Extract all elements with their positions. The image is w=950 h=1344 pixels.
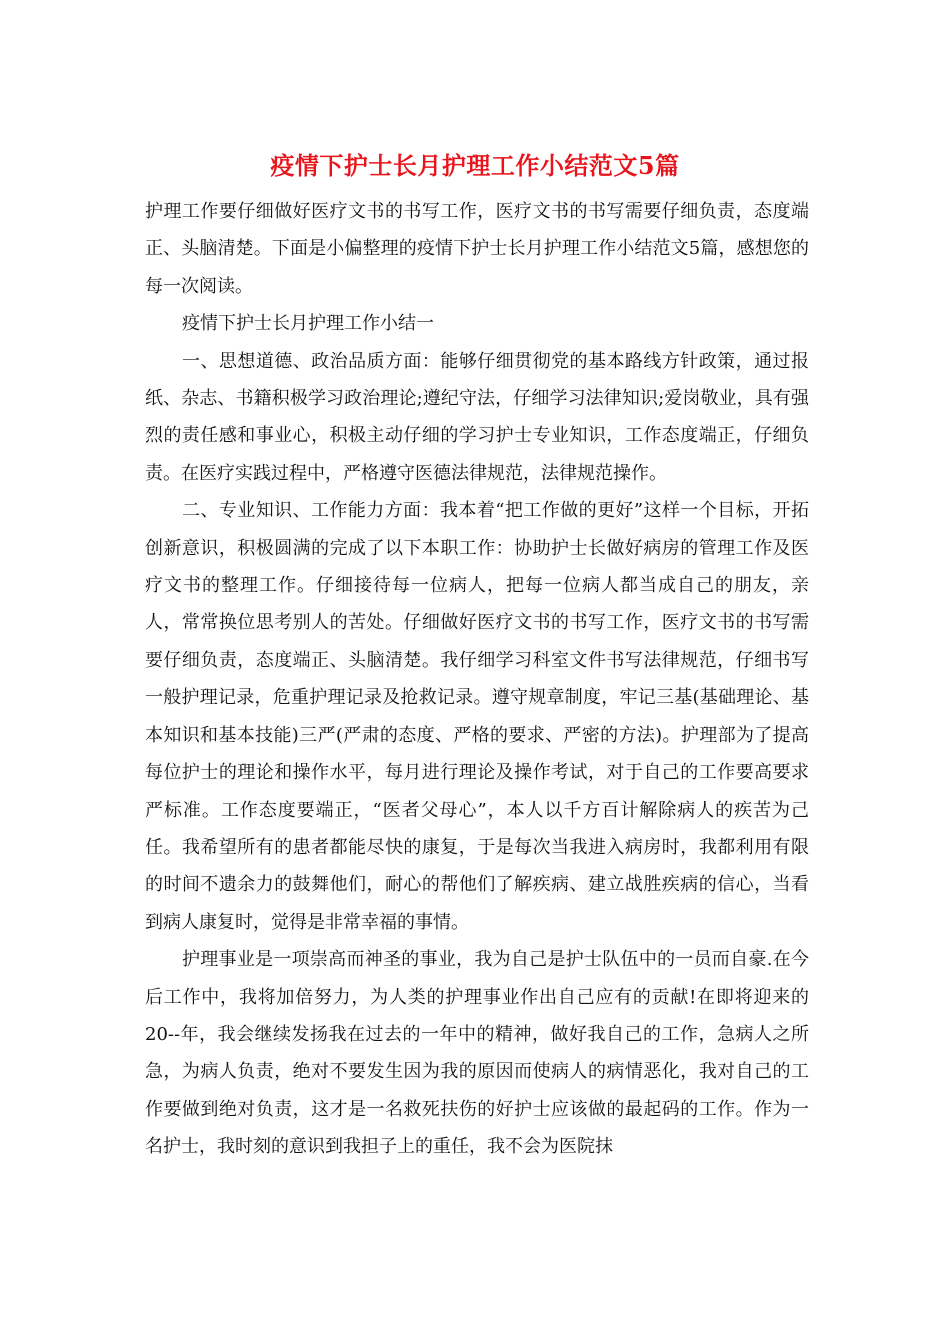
document-title: 疫情下护士长月护理工作小结范文5篇 <box>270 151 680 180</box>
body-paragraph: 护理事业是一项崇高而神圣的事业，我为自己是护士队伍中的一员而自豪.在今后工作中，我将加倍努力，为人类的护理事业作出自己应有的贡献!在即将迎来的20--年，我会继续发扬我在过去的一年中的精神，做好我自己的工作，急病人之所急，为病人负责，绝对不要发生因为我的原因而使病人的病情恶化，我对自己的工作要做到绝对负责，这才是一名救死扶伤的好护士应该做的最起码的工作。作为一名护士，我时刻的意识到我担子上的重任，我不会为医院抹 <box>145 949 809 1158</box>
body-paragraph: 二、专业知识、工作能力方面：我本着“把工作做的更好”这样一个目标，开拓创新意识，积极圆满的完成了以下本职工作：协助护士长做好病房的管理工作及医疗文书的整理工作。仔细接待每一位病人，把每一位病人都当成自己的朋友，亲人，常常换位思考别人的苦处。仔细做好医疗文书的书写工作，医疗文书的书写需要仔细负责，态度端正、头脑清楚。我仔细学习科室文件书写法律规范，仔细书写一般护理记录，危重护理记录及抢救记录。遵守规章制度，牢记三基(基础理论、基本知识和基本技能)三严(严肃的态度、严格的要求、严密的方法)。护理部为了提高每位护士的理论和操作水平，每月进行理论及操作考试，对于自己的工作要高要求严标准。工作态度要端正，“医者父母心”，本人以千方百计解除病人的疾苦为己任。我希望所有的患者都能尽快的康复，于是每次当我进入病房时，我都利用有限的时间不遗余力的鼓舞他们，耐心的帮他们了解疾病、建立战胜疾病的信心，当看到病人康复时，觉得是非常幸福的事情。 <box>145 500 809 933</box>
intro-paragraph: 护理工作要仔细做好医疗文书的书写工作，医疗文书的书写需要仔细负责，态度端正、头脑清楚。下面是小偏整理的疫情下护士长月护理工作小结范文5篇，感想您的每一次阅读。 <box>145 201 809 297</box>
body-paragraph: 一、思想道德、政治品质方面：能够仔细贯彻党的基本路线方针政策，通过报纸、杂志、书籍积极学习政治理论;遵纪守法，仔细学习法律知识;爱岗敬业，具有强烈的责任感和事业心，积极主动仔细的学习护士专业知识，工作态度端正，仔细负责。在医疗实践过程中，严格遵守医德法律规范，法律规范操作。 <box>145 350 809 484</box>
document-body <box>145 193 809 1166</box>
section-heading: 疫情下护士长月护理工作小结一 <box>182 313 434 335</box>
